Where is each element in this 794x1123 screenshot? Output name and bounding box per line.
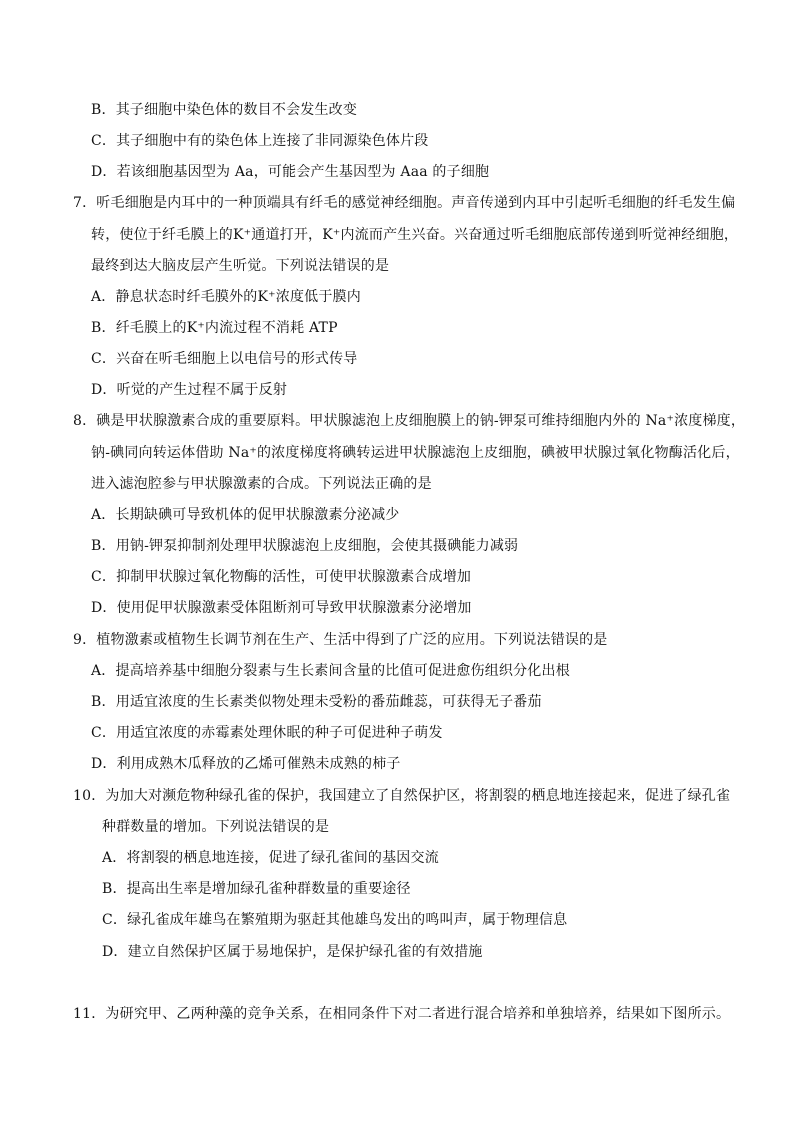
- q7-option-d: D．听觉的产生过程不属于反射: [91, 382, 288, 398]
- q9-option-a: A．提高培养基中细胞分裂素与生长素间含量的比值可促进愈伤组织分化出根: [91, 663, 570, 679]
- q8-stem-line-1: 8．碘是甲状腺激素合成的重要原料。甲状腺滤泡上皮细胞膜上的钠-钾泵可维持细胞内外的 Na⁺浓度梯度，: [73, 413, 746, 429]
- q8-option-d: D．使用促甲状腺激素受体阻断剂可导致甲状腺激素分泌增加: [91, 600, 472, 616]
- q7-option-b: B．纤毛膜上的K⁺内流过程不消耗 ATP: [91, 320, 338, 336]
- q7-option-c: C．兴奋在听毛细胞上以电信号的形式传导: [91, 351, 358, 367]
- q11-stem-line-1: 11．为研究甲、乙两种藻的竞争关系，在相同条件下对二者进行混合培养和单独培养，结果如下图所示。: [73, 1006, 731, 1022]
- q9-option-c: C．用适宜浓度的赤霉素处理休眠的种子可促进种子萌发: [91, 725, 443, 741]
- q7-stem-line-1: 7．听毛细胞是内耳中的一种顶端具有纤毛的感觉神经细胞。声音传递到内耳中引起听毛细胞的纤毛发生偏: [73, 195, 736, 211]
- q6-option-b: B．其子细胞中染色体的数目不会发生改变: [91, 102, 358, 118]
- q7-option-a: A．静息状态时纤毛膜外的K⁺浓度低于膜内: [91, 289, 361, 305]
- q8-stem-line-3: 进入滤泡腔参与甲状腺激素的合成。下列说法正确的是: [91, 476, 432, 492]
- q9-option-b: B．用适宜浓度的生长素类似物处理未受粉的番茄雌蕊，可获得无子番茄: [91, 694, 542, 710]
- q9-option-d: D．利用成熟木瓜释放的乙烯可催熟未成熟的柿子: [91, 756, 401, 772]
- q10-option-a: A．将割裂的栖息地连接，促进了绿孔雀间的基因交流: [102, 850, 439, 866]
- q10-stem-line-1: 10．为加大对濒危物种绿孔雀的保护，我国建立了自然保护区，将割裂的栖息地连接起来，促进了绿孔雀: [73, 788, 731, 804]
- q8-option-b: B．用钠-钾泵抑制剂处理甲状腺滤泡上皮细胞，会使其摄碘能力减弱: [91, 538, 519, 554]
- q8-option-a: A．长期缺碘可导致机体的促甲状腺激素分泌减少: [91, 507, 400, 523]
- q8-stem-line-2: 钠-碘同向转运体借助 Na⁺的浓度梯度将碘转运进甲状腺滤泡上皮细胞，碘被甲状腺过氧化物酶活化后，: [91, 445, 740, 461]
- q8-option-c: C．抑制甲状腺过氧化物酶的活性，可使甲状腺激素合成增加: [91, 569, 472, 585]
- q10-stem-line-2: 种群数量的增加。下列说法错误的是: [102, 819, 330, 835]
- q6-option-d: D．若该细胞基因型为 Aa，可能会产生基因型为 Aaa 的子细胞: [91, 164, 490, 180]
- q10-option-b: B．提高出生率是增加绿孔雀种群数量的重要途径: [102, 881, 411, 897]
- q6-option-c: C．其子细胞中有的染色体上连接了非同源染色体片段: [91, 133, 429, 149]
- q7-stem-line-3: 最终到达大脑皮层产生听觉。下列说法错误的是: [91, 258, 390, 274]
- q7-stem-line-2: 转，使位于纤毛膜上的K⁺通道打开，K⁺内流而产生兴奋。兴奋通过听毛细胞底部传递到听觉神经细胞，: [91, 227, 739, 243]
- q10-option-d: D．建立自然保护区属于易地保护，是保护绿孔雀的有效措施: [102, 944, 483, 960]
- q10-option-c: C．绿孔雀成年雄鸟在繁殖期为驱赶其他雄鸟发出的鸣叫声，属于物理信息: [102, 912, 568, 928]
- q9-stem-line-1: 9．植物激素或植物生长调节剂在生产、生活中得到了广泛的应用。下列说法错误的是: [73, 632, 608, 648]
